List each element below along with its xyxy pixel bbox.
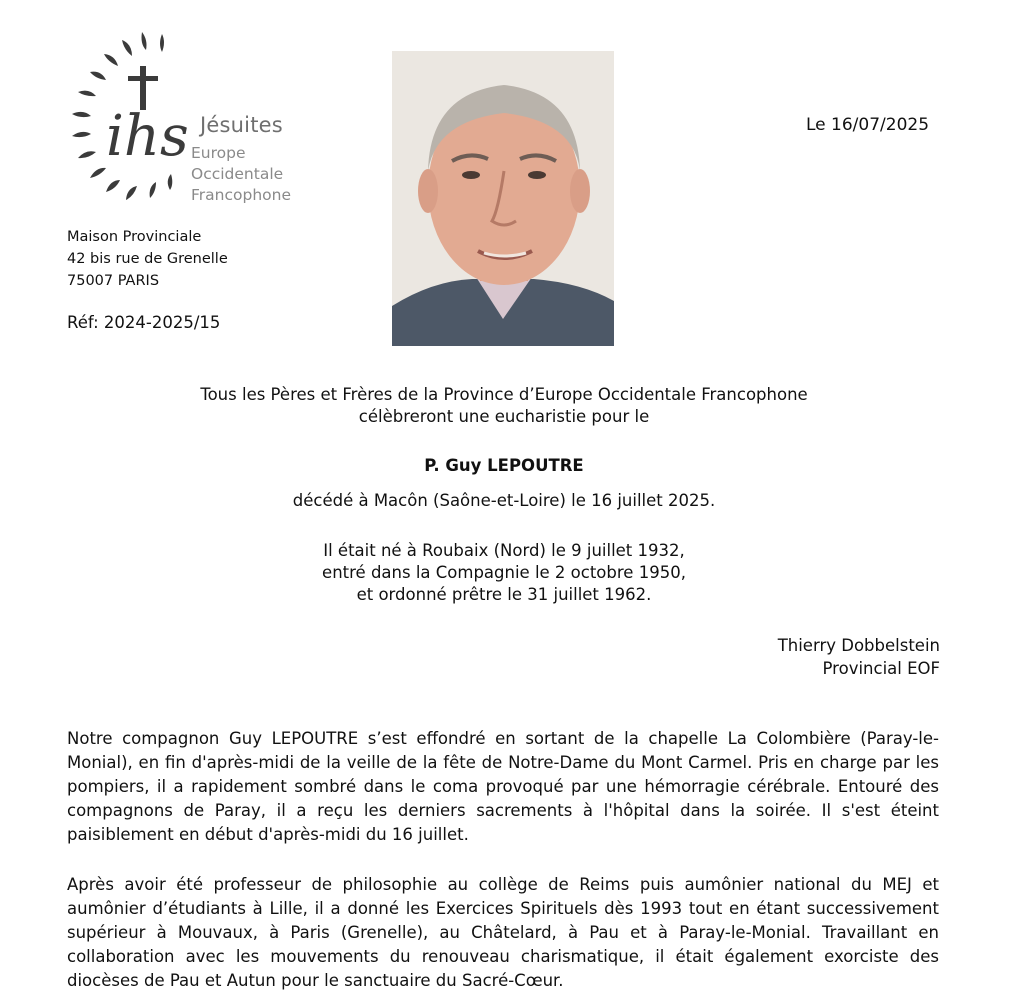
portrait-photo [392,51,614,346]
logo-subtitle-line3: Francophone [191,186,291,204]
signatory-title: Provincial EOF [822,659,940,678]
reference-number: Réf: 2024-2025/15 [67,313,221,332]
bio-line3: et ordonné prêtre le 31 juillet 1962. [356,585,652,604]
intro-line2: célèbreront une eucharistie pour le [358,407,650,426]
body-paragraph-2: Après avoir été professeur de philosophie au collège de Reims puis aumônier national du MEJ et aumônier d’étudiants à Lille, il a donné les Exercices Spirituels dès 1993 tout en étant successivement supérieur à Mouvaux, à Paris (Grenelle), au Châtelard, à Pau et à Paray-le-Monial. Travaillant en collaboration avec les mouvements du renouveau charismatique, il était également exorciste des diocèses de Pau et Autun pour le sanctuaire du Sacré-Cœur. [67,875,939,990]
signatory-name: Thierry Dobbelstein [777,636,940,655]
intro-line1: Tous les Pères et Frères de la Province d’Europe Occidentale Francophone [200,385,808,404]
sender-address [67,226,228,292]
bio-line1: Il était né à Roubaix (Nord) le 9 juillet 1932, [323,541,685,560]
address-line3: 75007 PARIS [67,273,160,289]
logo-subtitle-line1: Europe [191,144,246,162]
logo-title: Jésuites [200,113,283,137]
jesuites-logo [54,30,294,204]
logo-subtitle-line2: Occidentale [191,165,284,183]
address-line1: Maison Provinciale [67,229,202,245]
svg-text:ihs: ihs [106,104,189,169]
deceased-name: P. Guy LEPOUTRE [424,456,584,475]
bio-line2: entré dans la Compagnie le 2 octobre 1950, [322,563,686,582]
biography-summary [0,540,1008,606]
announcement-intro [0,384,1008,428]
body-paragraph-1: Notre compagnon Guy LEPOUTRE s’est effondré en sortant de la chapelle La Colombière (Paray-le-Monial), en fin d'après-midi de la veille de la fête de Notre-Dame du Mont Carmel. Pris en charge par les pompiers, il a rapidement sombré dans le coma provoqué par une hémorragie cérébrale. Entouré des compagnons de Paray, il a reçu les derniers sacrements à l'hôpital dans la soirée. Il s'est éteint paisiblement en début d'après-midi du 16 juillet. [67,729,939,844]
death-notice: décédé à Macôn (Saône-et-Loire) le 16 juillet 2025. [292,491,716,510]
letter-date: Le 16/07/2025 [806,115,930,135]
signature-block [778,634,940,680]
address-line2: 42 bis rue de Grenelle [67,251,228,267]
